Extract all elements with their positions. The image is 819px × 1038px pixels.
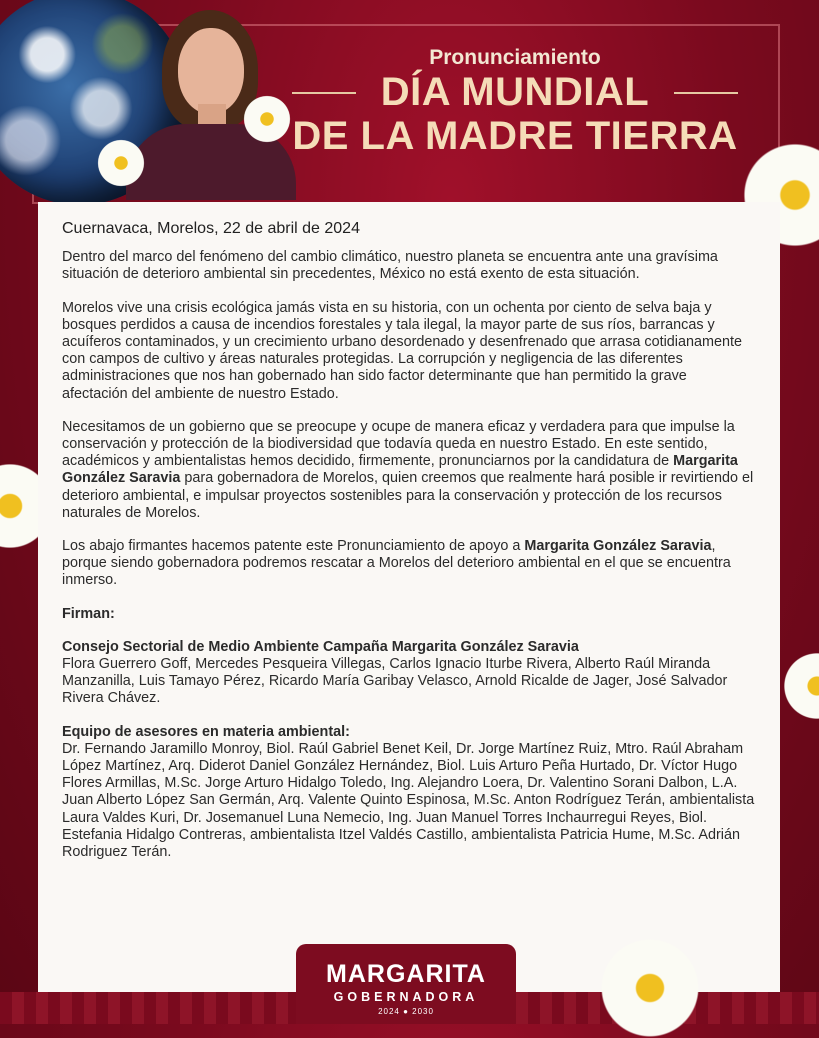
daisy-icon	[96, 138, 146, 188]
group-1-members: Flora Guerrero Goff, Mercedes Pesqueira Villegas, Carlos Ignacio Iturbe Rivera, Alberto Raúl Miranda Manzanilla, Luis Tamayo Pérez, Ricardo María Garibay Velasco, Arnold Ricalde de Jager, José Salvador Rivera Chávez.	[62, 656, 728, 707]
header-title-block	[290, 44, 740, 158]
group-2-title: Equipo de asesores en materia ambiental:	[62, 723, 350, 740]
candidate-name: Margarita González Saravia	[524, 538, 712, 555]
logo-name: MARGARITA	[326, 960, 486, 988]
signers-label: Firman:	[62, 605, 115, 622]
title-rule-left	[292, 92, 356, 94]
paragraph-4: Los abajo firmantes hacemos patente este Pronunciamiento de apoyo a Margarita González Saravia, porque siendo gobernadora podremos rescatar a Morelos del deterioro ambiental en el que se encuentra inmerso.	[62, 538, 731, 589]
signers-group-1	[62, 639, 756, 708]
paragraph-1: Dentro del marco del fenómeno del cambio climático, nuestro planeta se encuentra ante una gravísima situación de deterioro ambiental sin precedentes, México no está exento de esta situación.	[62, 249, 718, 283]
group-2-members: Dr. Fernando Jaramillo Monroy, Biol. Raúl Gabriel Benet Keil, Dr. Jorge Martínez Ruiz, Mtro. Raúl Abraham López Martínez, Arq. Diderot Daniel González Hernández, Biol. Luis Arturo Peña Hurtado, Dr. Víctor Hugo Flores Armillas, M.Sc. Jorge Arturo Hidalgo Toledo, Ing. Alejandro Loera, Dr. Valentino Sorani Dalbon, L.A. Juan Alberto López San Germán, Arq. Valente Quinto Espinosa, M.Sc. Anton Rodríguez Terán, ambientalista Laura Valdes Kuri, Dr. Josemanuel Luna Nemecio, Ing. Juan Manuel Torres Inchaurregui Reyes, Biol. Estefania Hidalgo Contreras, ambientalista Itzel Valdés Castillo, ambientalista Patricia Hume, M.Sc. Adrián Rodriguez Terán.	[62, 740, 755, 861]
document-body	[38, 202, 780, 992]
title-rule-right	[674, 92, 738, 94]
subtitle: Pronunciamiento	[429, 46, 601, 69]
campaign-logo	[296, 944, 516, 1024]
daisy-icon	[782, 650, 819, 722]
signers-group-2	[62, 724, 756, 862]
daisy-icon	[595, 938, 705, 1038]
dateline: Cuernavaca, Morelos, 22 de abril de 2024	[62, 220, 360, 237]
title-line-1: DÍA MUNDIAL	[290, 70, 740, 114]
logo-role: GOBERNADORA	[333, 990, 479, 1004]
group-1-title: Consejo Sectorial de Medio Ambiente Campaña Margarita González Saravia	[62, 638, 579, 655]
daisy-icon	[242, 94, 292, 144]
logo-years: 2024 ● 2030	[378, 1007, 434, 1016]
paragraph-3: Necesitamos de un gobierno que se preocupe y ocupe de manera eficaz y verdadera para que impulse la conservación y protección de la biodiversidad que todavía queda en nuestro Estado. En este sentido, académicos y ambientalistas hemos decidido, firmemente, pronunciarnos por la candidatura de Margarita González Saravia para gobernadora de Morelos, quien creemos que realmente hará posible ir revirtiendo el deterioro ambiental, e impulsar proyectos sostenibles para la conservación y protección de los recursos naturales de Morelos.	[62, 418, 754, 521]
candidate-name: Margarita González Saravia	[62, 453, 738, 487]
title-line-2: DE LA MADRE TIERRA	[292, 114, 738, 158]
paragraph-2: Morelos vive una crisis ecológica jamás vista en su historia, con un ochenta por ciento de selva baja y bosques perdidos a causa de incendios forestales y tala ilegal, la mayor parte de sus ríos, barrancas y acuíferos contaminados, y un crecimiento urbano desordenado y desenfrenado que arrasa cotidianamente con campos de cultivo y áreas naturales protegidas. La corrupción y negligencia de las diferentes administraciones que nos han gobernado han sido factor determinante que han permitido la grave afectación del ambiente de nuestro Estado.	[62, 299, 742, 402]
